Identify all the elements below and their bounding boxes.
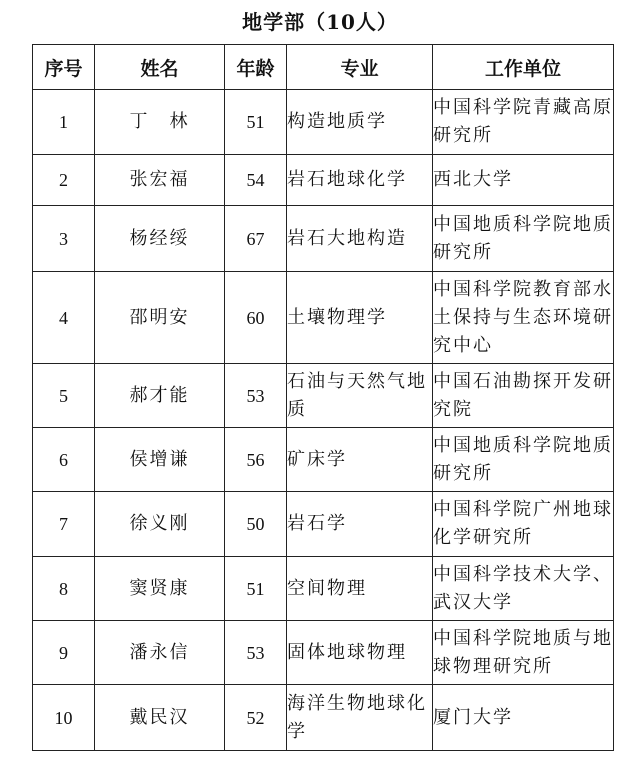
row-specialty: 海洋生物地球化学: [287, 685, 433, 751]
row-specialty: 空间物理: [287, 557, 433, 621]
table-row: [33, 428, 614, 492]
member-table: [32, 44, 614, 751]
row-name: 杨经绥: [95, 206, 225, 272]
table-row: [33, 90, 614, 155]
table-row: [33, 492, 614, 557]
row-age: 54: [225, 155, 287, 206]
row-index: 3: [33, 206, 95, 272]
row-index: 8: [33, 557, 95, 621]
row-age: 51: [225, 90, 287, 155]
table-row: [33, 155, 614, 206]
row-index: 5: [33, 364, 95, 428]
table-row: [33, 621, 614, 685]
row-index: 6: [33, 428, 95, 492]
table-row: [33, 557, 614, 621]
table-row: [33, 685, 614, 751]
row-index: 10: [33, 685, 95, 751]
table-row: [33, 206, 614, 272]
row-specialty: 石油与天然气地质: [287, 364, 433, 428]
row-specialty: 矿床学: [287, 428, 433, 492]
row-age: 56: [225, 428, 287, 492]
row-age: 67: [225, 206, 287, 272]
row-index: 7: [33, 492, 95, 557]
row-unit: 中国科学院地质与地球物理研究所: [433, 621, 614, 685]
row-specialty: 固体地球物理: [287, 621, 433, 685]
row-name: 侯增谦: [95, 428, 225, 492]
row-unit: 中国石油勘探开发研究院: [433, 364, 614, 428]
row-age: 53: [225, 364, 287, 428]
row-name: 张宏福: [95, 155, 225, 206]
row-unit: 中国科学院广州地球化学研究所: [433, 492, 614, 557]
row-unit: 中国科学院教育部水土保持与生态环境研究中心: [433, 272, 614, 364]
row-age: 53: [225, 621, 287, 685]
row-name: 潘永信: [95, 621, 225, 685]
row-index: 1: [33, 90, 95, 155]
row-specialty: 土壤物理学: [287, 272, 433, 364]
row-age: 51: [225, 557, 287, 621]
header-index: 序号: [33, 45, 95, 90]
header-unit: 工作单位: [433, 45, 614, 90]
row-specialty: 岩石地球化学: [287, 155, 433, 206]
table-header-row: [33, 45, 614, 90]
row-unit: 中国科学技术大学、武汉大学: [433, 557, 614, 621]
row-unit: 西北大学: [433, 155, 614, 206]
page-title: 地学部（10人）: [242, 10, 398, 34]
row-index: 4: [33, 272, 95, 364]
table-row: [33, 364, 614, 428]
row-specialty: 岩石学: [287, 492, 433, 557]
row-name: 窦贤康: [95, 557, 225, 621]
row-name: 徐义刚: [95, 492, 225, 557]
row-index: 2: [33, 155, 95, 206]
header-age: 年龄: [225, 45, 287, 90]
header-name: 姓名: [95, 45, 225, 90]
row-age: 52: [225, 685, 287, 751]
row-unit: 中国地质科学院地质研究所: [433, 428, 614, 492]
header-specialty: 专业: [287, 45, 433, 90]
row-index: 9: [33, 621, 95, 685]
row-age: 60: [225, 272, 287, 364]
row-age: 50: [225, 492, 287, 557]
row-name: 邵明安: [95, 272, 225, 364]
row-specialty: 岩石大地构造: [287, 206, 433, 272]
row-name: 郝才能: [95, 364, 225, 428]
table-row: [33, 272, 614, 364]
row-unit: 中国科学院青藏高原研究所: [433, 90, 614, 155]
row-name: 戴民汉: [95, 685, 225, 751]
row-unit: 中国地质科学院地质研究所: [433, 206, 614, 272]
row-name: 丁 林: [95, 90, 225, 155]
row-unit: 厦门大学: [433, 685, 614, 751]
row-specialty: 构造地质学: [287, 90, 433, 155]
